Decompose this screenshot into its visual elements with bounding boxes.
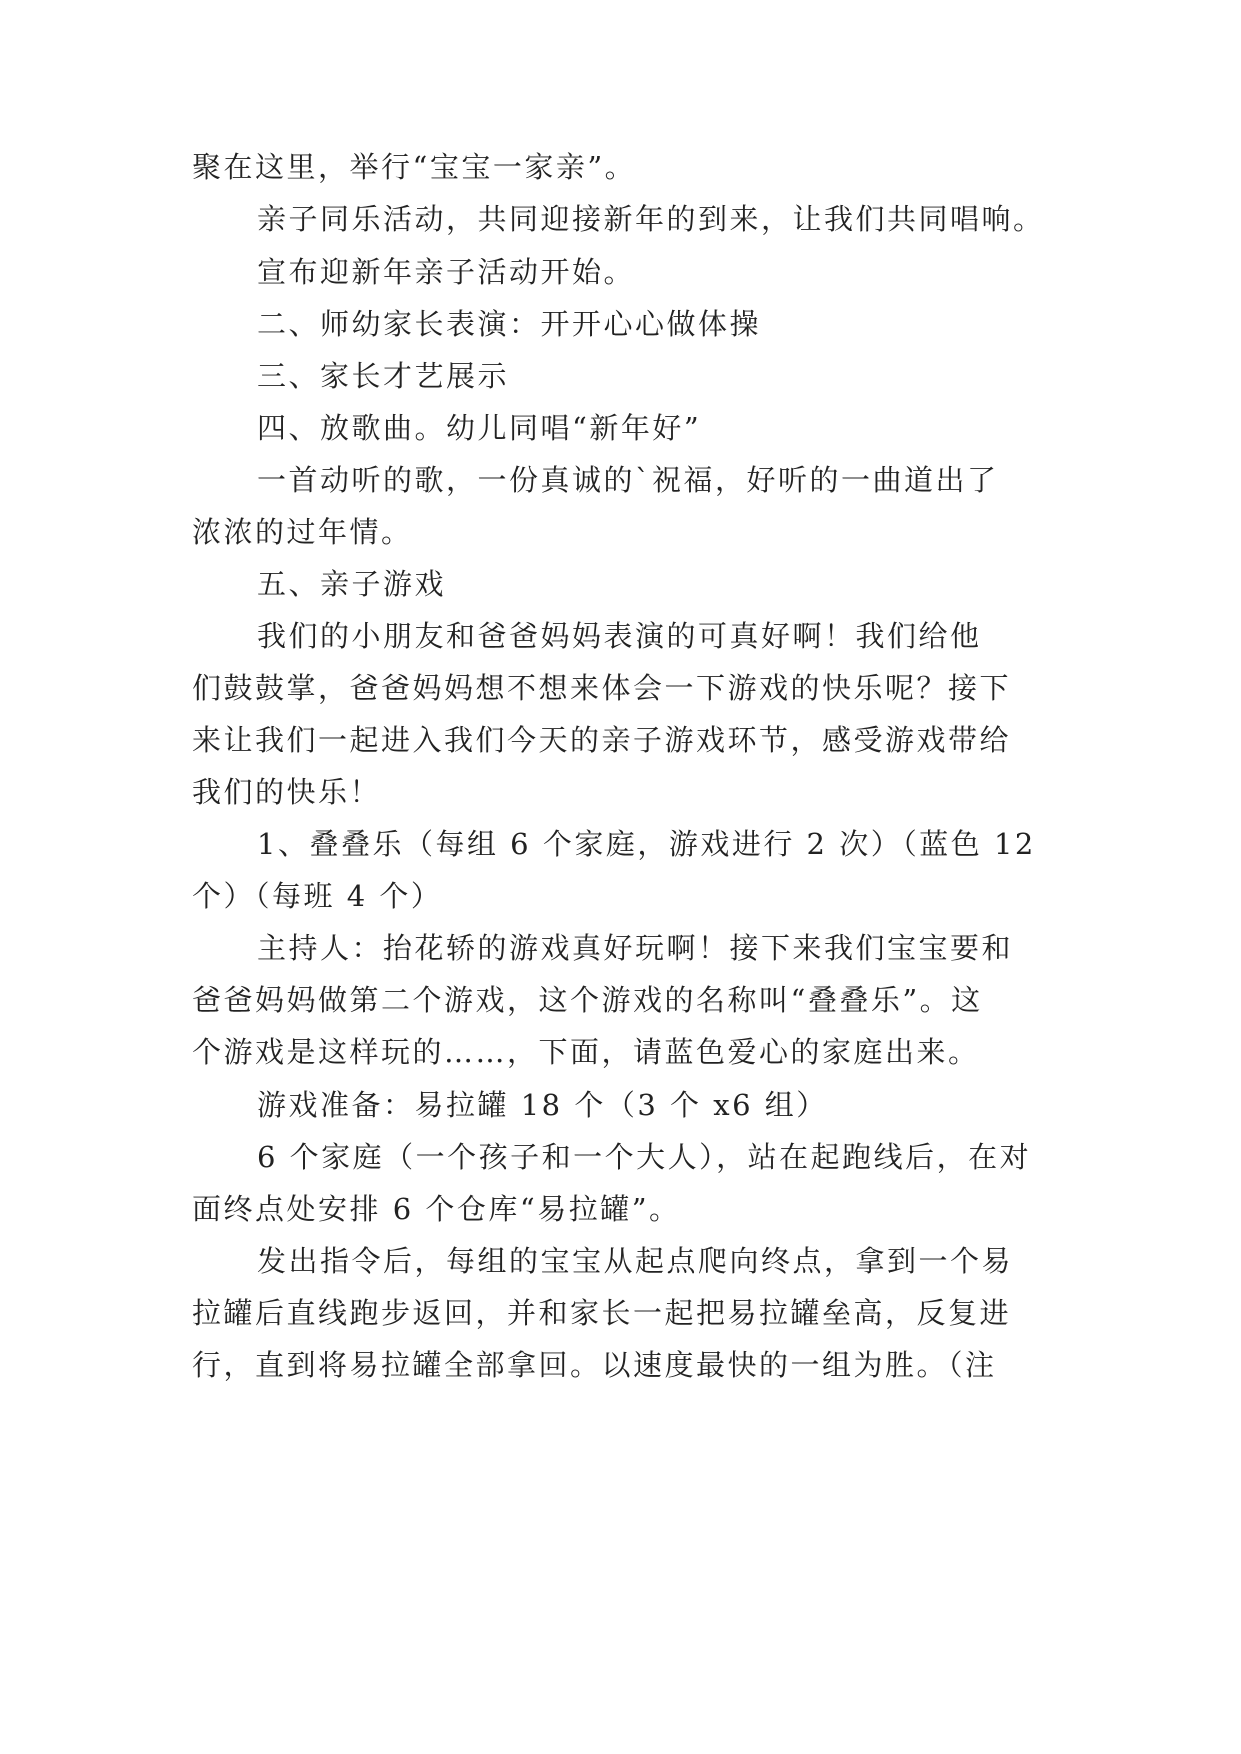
section-heading: 五、亲子游戏 bbox=[257, 567, 447, 601]
text-line: 一首动听的歌，一份真诚的`祝福，好听的一曲道出了 bbox=[257, 463, 999, 497]
section-heading: 四、放歌曲。幼儿同唱“新年好” bbox=[257, 411, 702, 445]
text-line: 发出指令后，每组的宝宝从起点爬向终点，拿到一个易 bbox=[257, 1244, 1014, 1278]
text-line: 行，直到将易拉罐全部拿回。以速度最快的一组为胜。（注 bbox=[192, 1348, 997, 1382]
text-line: 聚在这里，举行“宝宝一家亲”。 bbox=[192, 150, 637, 184]
text-line: 拉罐后直线跑步返回，并和家长一起把易拉罐垒高，反复进 bbox=[192, 1296, 1012, 1330]
text-line: 们鼓鼓掌，爸爸妈妈想不想来体会一下游戏的快乐呢？接下 bbox=[192, 671, 1012, 705]
text-line: 游戏准备：易拉罐 18 个（3 个 x6 组） bbox=[257, 1088, 828, 1122]
text-line: 我们的小朋友和爸爸妈妈表演的可真好啊！我们给他 bbox=[257, 619, 982, 653]
text-line: 个）（每班 4 个） bbox=[192, 879, 443, 913]
text-line: 我们的快乐！ bbox=[192, 775, 382, 809]
text-line: 宣布迎新年亲子活动开始。 bbox=[257, 255, 636, 289]
text-line: 浓浓的过年情。 bbox=[192, 515, 413, 549]
text-line: 1、叠叠乐（每组 6 个家庭，游戏进行 2 次）（蓝色 12 bbox=[257, 827, 1036, 861]
text-line: 亲子同乐活动，共同迎接新年的到来，让我们共同唱响。 bbox=[257, 202, 1045, 236]
text-line: 主持人：抬花轿的游戏真好玩啊！接下来我们宝宝要和 bbox=[257, 931, 1014, 965]
text-line: 6 个家庭（一个孩子和一个大人），站在起跑线后，在对 bbox=[257, 1140, 1032, 1174]
text-line: 来让我们一起进入我们今天的亲子游戏环节，感受游戏带给 bbox=[192, 723, 1012, 757]
section-heading: 三、家长才艺展示 bbox=[257, 359, 510, 393]
section-heading: 二、师幼家长表演：开开心心做体操 bbox=[257, 307, 762, 341]
text-line: 面终点处安排 6 个仓库“易拉罐”。 bbox=[192, 1192, 681, 1226]
text-line: 个游戏是这样玩的……，下面，请蓝色爱心的家庭出来。 bbox=[192, 1035, 980, 1069]
text-line: 爸爸妈妈做第二个游戏，这个游戏的名称叫“叠叠乐”。这 bbox=[192, 983, 983, 1017]
